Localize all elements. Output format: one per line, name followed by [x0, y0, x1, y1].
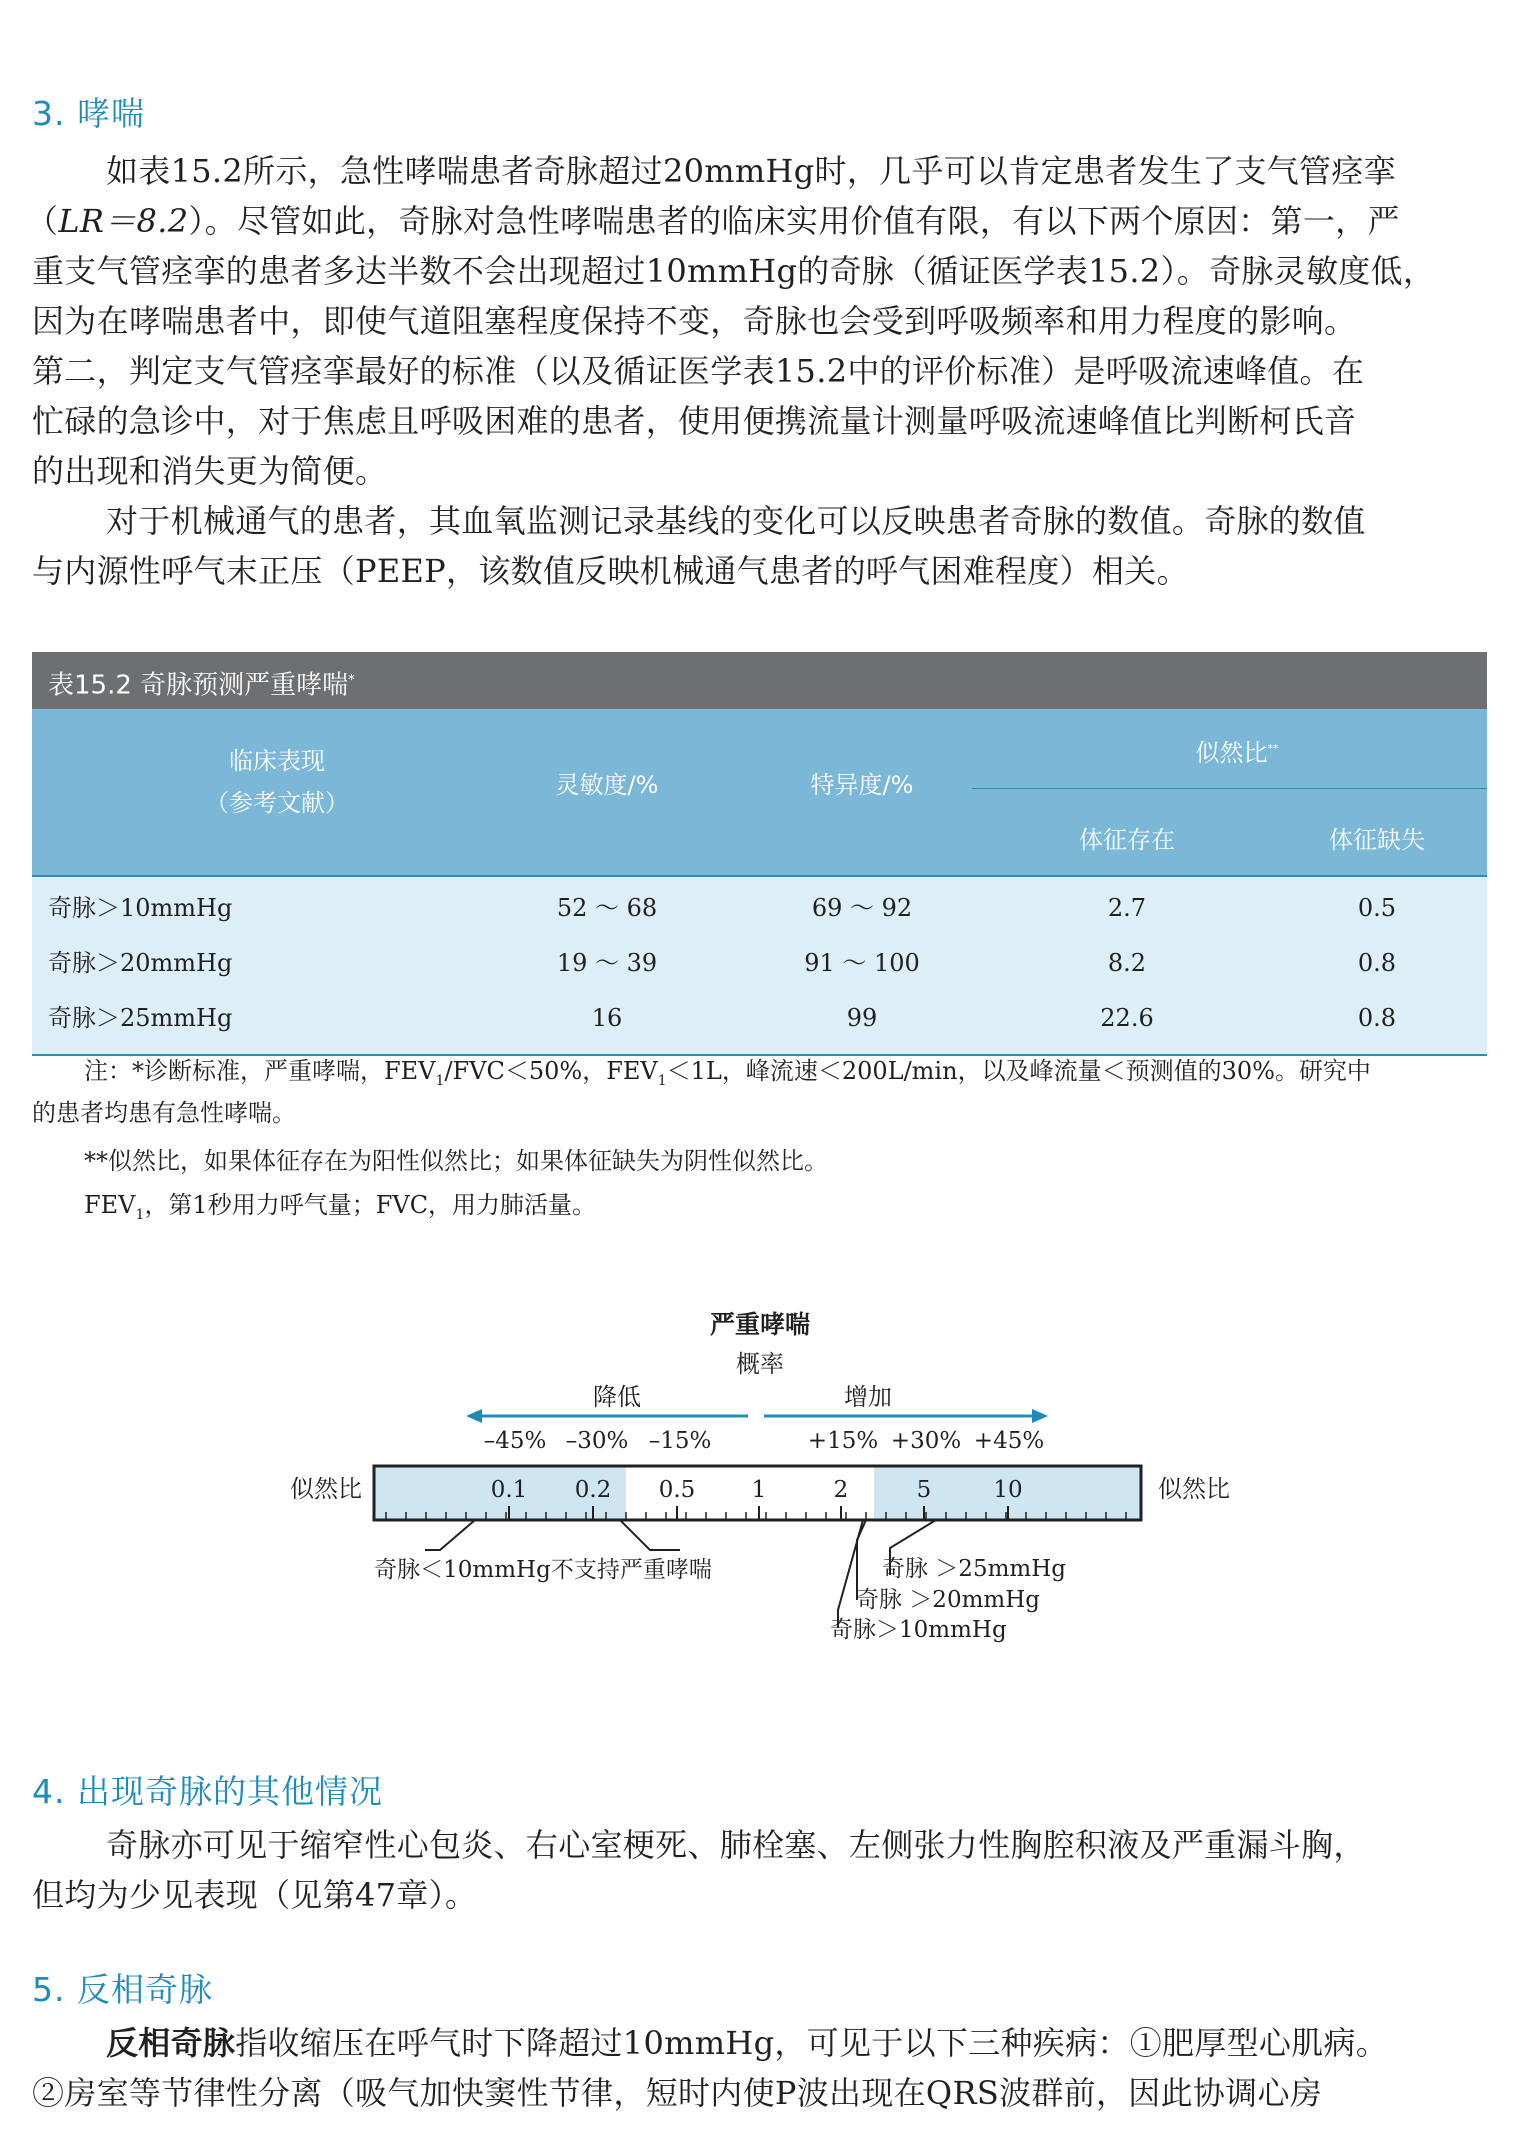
paragraph-line: 的出现和消失更为简便。 — [32, 452, 388, 490]
cell-lr-positive: 22.6 — [1100, 1004, 1154, 1032]
paragraph-line: 第二，判定支气管痉挛最好的标准（以及循证医学表15.2中的评价标准）是呼吸流速峰值。在 — [32, 352, 1365, 390]
section-heading-asthma: 3. 哮喘 — [32, 94, 145, 133]
scale-label-0.1: 0.1 — [490, 1477, 528, 1503]
likelihood-ratio-nomogram — [0, 1290, 1536, 1670]
paragraph-line: 对于机械通气的患者，其血氧监测记录基线的变化可以反映患者奇脉的数值。奇脉的数值 — [106, 502, 1366, 540]
diagram-title: 严重哮喘 — [709, 1310, 811, 1339]
cell-sensitivity: 19 ～ 39 — [556, 949, 658, 977]
label-increase: 增加 — [844, 1383, 892, 1411]
paragraph-line: 与内源性呼气末正压（PEEP，该数值反映机械通气患者的呼气困难程度）相关。 — [32, 552, 1189, 590]
cell-lr-negative: 0.8 — [1357, 949, 1397, 977]
label-decrease: 降低 — [593, 1383, 641, 1411]
table-note-abbrev: $FEV_1$，第1秒用力呼气量；FVC，用力肺活量。 — [84, 1191, 597, 1223]
pct-plus-15: +15% — [807, 1428, 879, 1454]
header-likelihood-ratio: 似然比** — [1195, 739, 1279, 767]
paragraph-line: 重支气管痉挛的患者多达半数不会出现超过10mmHg的奇脉（循证医学表15.2）。奇脉灵敏度低， — [32, 252, 1436, 290]
scale-label-5: 5 — [916, 1477, 932, 1503]
cell-lr-negative: 0.8 — [1357, 1004, 1397, 1032]
increase-arrow — [764, 1409, 1048, 1423]
likelihood-scale-bar — [374, 1466, 1141, 1520]
table-row — [32, 991, 1487, 1046]
cell-finding: 奇脉＞20mmHg — [48, 949, 233, 977]
paragraph-line: 因为在哮喘患者中，即使气道阻塞程度保持不变，奇脉也会受到呼吸频率和用力程度的影响。 — [32, 302, 1357, 340]
table-body — [32, 877, 1487, 1056]
paragraph-line: 反相奇脉指收缩压在呼气时下降超过10mmHg，可见于以下三种疾病：①肥厚型心肌病。 — [106, 2024, 1389, 2062]
header-absent: 体征缺失 — [1329, 826, 1425, 854]
header-clinical: 临床表现 — [229, 747, 325, 775]
paragraph-line: （LR＝8.2）。尽管如此，奇脉对急性哮喘患者的临床实用价值有限，有以下两个原因：第一，严 — [26, 202, 1400, 240]
cell-specificity: 69 ～ 92 — [811, 894, 913, 922]
pct-minus-15: –15% — [648, 1428, 712, 1454]
paragraph-line: ②房室等节律性分离（吸气加快窦性节律，短时内使P波出现在QRS波群前，因此协调心房 — [32, 2074, 1323, 2112]
cell-finding: 奇脉＞25mmHg — [48, 1004, 233, 1032]
table-row — [32, 881, 1487, 936]
pct-plus-30: +30% — [890, 1428, 962, 1454]
paragraph-line: 如表15.2所示，急性哮喘患者奇脉超过20mmHg时，几乎可以肯定患者发生了支气管痉挛 — [106, 152, 1396, 190]
cell-sensitivity: 52 ～ 68 — [556, 894, 658, 922]
header-present: 体征存在 — [1079, 826, 1175, 854]
evidence-table — [32, 652, 1487, 1056]
diagram-subtitle: 概率 — [736, 1350, 784, 1378]
table-note-lr: **似然比，如果体征存在为阳性似然比；如果体征缺失为阴性似然比。 — [84, 1147, 828, 1175]
scale-label-0.5: 0.5 — [658, 1477, 696, 1503]
scale-label-0.2: 0.2 — [574, 1477, 612, 1503]
cell-lr-positive: 2.7 — [1107, 894, 1147, 922]
cell-finding: 奇脉＞10mmHg — [48, 894, 233, 922]
section-heading-other-conditions: 4. 出现奇脉的其他情况 — [32, 1772, 383, 1811]
scale-label-2: 2 — [833, 1477, 849, 1503]
table-note-criteria: 注：*诊断标准，严重哮喘，$FEV_1/FVC<50\%$，$FEV_1<1L$，峰流速＜200L/min，以及峰流量＜预测值的30%。研究中 — [84, 1057, 1371, 1089]
paragraph-line: 奇脉亦可见于缩窄性心包炎、右心室梗死、肺栓塞、左侧张力性胸腔积液及严重漏斗胸， — [106, 1826, 1366, 1864]
callout-under-10: 奇脉＜10mmHg不支持严重哮喘 — [374, 1557, 712, 1583]
paragraph-line: 忙碌的急诊中，对于焦虑且呼吸困难的患者，使用便携流量计测量呼吸流速峰值比判断柯氏音 — [32, 402, 1357, 440]
cell-specificity: 91 ～ 100 — [804, 949, 920, 977]
decrease-arrow — [466, 1409, 748, 1423]
cell-specificity: 99 — [846, 1004, 878, 1032]
scale-label-1: 1 — [751, 1477, 767, 1503]
table-note-criteria-cont: 的患者均患有急性哮喘。 — [32, 1099, 296, 1127]
table-row — [32, 936, 1487, 991]
term-reversed-pulsus: 反相奇脉 — [106, 2024, 236, 2062]
axis-label-right: 似然比 — [1158, 1475, 1230, 1503]
section-heading-reversed-pulsus: 5. 反相奇脉 — [32, 1970, 213, 2009]
pct-minus-30: –30% — [565, 1428, 629, 1454]
paragraph-line: 但均为少见表现（见第47章）。 — [32, 1876, 478, 1914]
scale-label-10: 10 — [993, 1477, 1023, 1503]
header-reference: （参考文献） — [205, 789, 349, 817]
cell-sensitivity: 16 — [591, 1004, 623, 1032]
header-specificity: 特异度/% — [810, 771, 914, 799]
pct-plus-45: +45% — [973, 1428, 1045, 1454]
cell-lr-positive: 8.2 — [1107, 949, 1147, 977]
callout-over-25: 奇脉 ＞25mmHg — [882, 1556, 1066, 1582]
cell-lr-negative: 0.5 — [1357, 894, 1397, 922]
header-sensitivity: 灵敏度/% — [555, 771, 659, 799]
header-divider — [972, 788, 1487, 789]
callout-over-10: 奇脉＞10mmHg — [830, 1617, 1007, 1643]
pct-minus-45: –45% — [483, 1428, 547, 1454]
table-title: 表15.2 奇脉预测严重哮喘* — [32, 652, 1487, 709]
table-header — [32, 709, 1487, 877]
axis-label-left: 似然比 — [290, 1475, 362, 1503]
callout-over-20: 奇脉 ＞20mmHg — [856, 1587, 1040, 1613]
